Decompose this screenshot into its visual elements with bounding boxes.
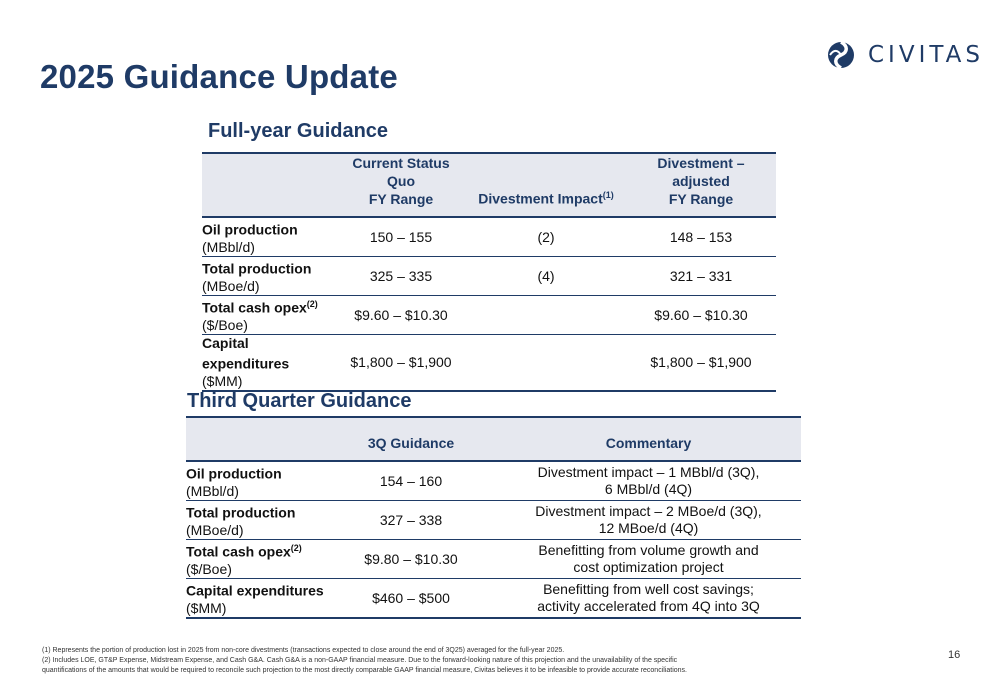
header-current-status-quo <box>336 153 466 217</box>
cell-impact: (2) <box>537 229 555 245</box>
table-row <box>186 540 801 579</box>
row-label <box>202 257 336 296</box>
row-unit: (MBoe/d) <box>202 277 260 294</box>
full-year-section-title: Full-year Guidance <box>208 120 389 142</box>
header-divestment-impact <box>466 153 626 217</box>
row-label-text: Total production <box>202 260 312 277</box>
row-label-text: Total cash opex <box>202 299 307 316</box>
cell-adjusted: $1,800 – $1,900 <box>626 335 776 391</box>
logo-text: CIVITAS <box>868 42 984 68</box>
row-label <box>186 579 326 619</box>
footnote: (1) Represents the portion of production lost in 2025 from non-core divestments (transactions expected to close around the end of 3Q25) averaged for the full-year 2025. <box>42 647 565 654</box>
third-quarter-guidance-table <box>186 416 801 619</box>
commentary-line: cost optimization project <box>573 559 724 575</box>
table-row <box>186 461 801 501</box>
full-year-guidance-table <box>202 152 776 392</box>
cell-adjusted: 321 – 331 <box>626 257 776 296</box>
footnote-ref: (1) <box>602 190 614 201</box>
row-unit: ($/Boe) <box>202 316 248 333</box>
cell-current: $9.60 – $10.30 <box>336 296 466 335</box>
table-row <box>186 501 801 540</box>
company-logo <box>826 38 984 72</box>
row-label <box>202 335 336 391</box>
footnote-ref: (2) <box>306 299 318 310</box>
table-row <box>186 579 801 619</box>
row-unit: ($/Boe) <box>186 560 232 577</box>
row-label-text: Total production <box>186 504 296 521</box>
cell-current: 150 – 155 <box>369 229 433 245</box>
table-header-row <box>202 153 776 217</box>
cell-guidance: $9.80 – $10.30 <box>326 540 496 579</box>
header-empty <box>186 417 326 461</box>
cell-commentary <box>496 540 801 579</box>
cell-adjusted: $9.60 – $10.30 <box>626 296 776 335</box>
cell-adjusted: 148 – 153 <box>669 229 733 245</box>
header-divestment-adjusted <box>626 153 776 217</box>
header-empty <box>202 153 336 217</box>
cell-commentary <box>496 501 801 540</box>
row-label-text: Oil production <box>186 465 282 482</box>
table-row <box>202 296 776 335</box>
row-label <box>202 217 336 257</box>
commentary-line: 12 MBoe/d (4Q) <box>598 520 699 536</box>
row-label <box>186 540 326 579</box>
cell-guidance: $460 – $500 <box>326 579 496 619</box>
footnotes <box>42 646 942 676</box>
header-text: Divestment Impact <box>478 191 603 207</box>
cell-commentary <box>496 461 801 501</box>
row-label-text: Capital expenditures <box>202 335 290 372</box>
cell-impact: (4) <box>466 257 626 296</box>
row-label-text: Oil production <box>202 221 298 238</box>
row-label-text: Total cash opex <box>186 543 291 560</box>
commentary-line: Divestment impact – 2 MBoe/d (3Q), <box>535 503 762 519</box>
cell-impact <box>466 296 626 335</box>
third-quarter-section-title: Third Quarter Guidance <box>187 390 412 412</box>
footnote: (2) Includes LOE, GT&P Expense, Midstream Expense, and Cash G&A. Cash G&A is a non-GAAP financial measure. Due to the forward-looking nature of this projection and the unavailability of the specific <box>42 657 678 664</box>
commentary-line: 6 MBbl/d (4Q) <box>604 481 693 497</box>
row-label <box>186 461 326 501</box>
page-number: 16 <box>948 649 961 661</box>
table-row <box>202 257 776 296</box>
page-title: 2025 Guidance Update <box>40 58 398 95</box>
cell-guidance: 154 – 160 <box>379 472 443 489</box>
commentary-line: Benefitting from volume growth and <box>538 542 759 558</box>
footnote: quantifications of the amounts that would be required to reconcile such projection to the most directly comparable GAAP financial measure, Civitas believes it to be infeasible to provide accurate reconciliations. <box>42 667 687 674</box>
row-unit: ($MM) <box>202 372 243 389</box>
cell-guidance: 327 – 338 <box>326 501 496 540</box>
row-unit: ($MM) <box>186 599 227 616</box>
row-label <box>186 501 326 540</box>
header-3q-guidance: 3Q Guidance <box>326 417 496 461</box>
cell-current: $1,800 – $1,900 <box>336 335 466 391</box>
commentary-line: Benefitting from well cost savings; <box>543 581 754 597</box>
row-unit: (MBoe/d) <box>186 521 244 538</box>
header-text: FY Range <box>668 191 734 207</box>
table-row <box>202 335 776 391</box>
table-header-row <box>186 417 801 461</box>
header-text: Divestment – adjusted <box>657 155 745 189</box>
cell-commentary <box>496 579 801 619</box>
header-text: FY Range <box>368 191 434 207</box>
row-unit: (MBbl/d) <box>186 482 239 499</box>
commentary-line: activity accelerated from 4Q into 3Q <box>537 598 760 614</box>
commentary-line: Divestment impact – 1 MBbl/d (3Q), <box>537 464 760 480</box>
header-commentary: Commentary <box>496 417 801 461</box>
row-label-text: Capital expenditures <box>186 582 324 599</box>
footnote-ref: (2) <box>290 543 302 554</box>
row-unit: (MBbl/d) <box>202 238 255 255</box>
table-row <box>202 217 776 257</box>
cell-current: 325 – 335 <box>336 257 466 296</box>
cell-impact <box>466 335 626 391</box>
civitas-swirl-logo-icon <box>826 38 856 72</box>
row-label <box>202 296 336 335</box>
header-text: Current Status Quo <box>352 155 450 189</box>
